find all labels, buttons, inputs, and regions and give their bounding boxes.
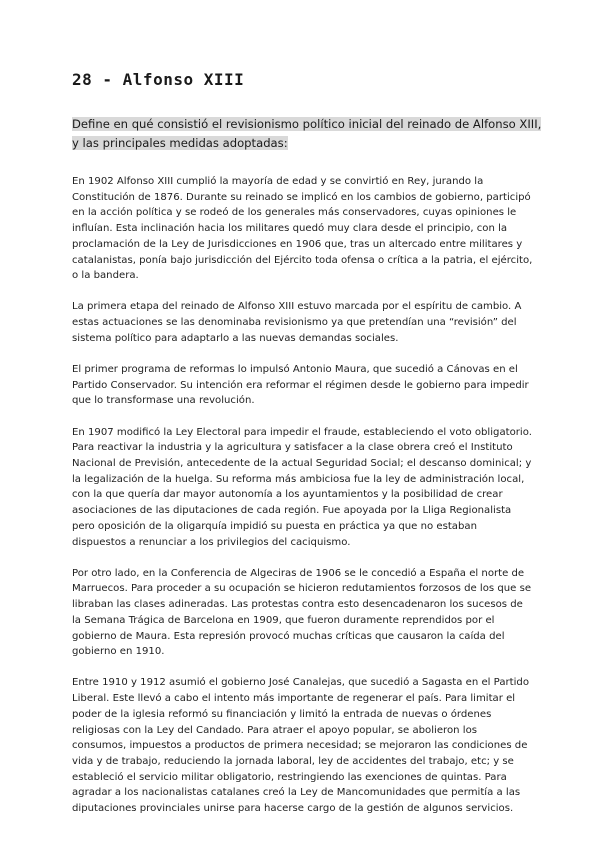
paragraph-1: En 1902 Alfonso XIII cumplió la mayoría de edad y se convirtió en Rey, jurando la Constitución de 1876. Durante su reinado se implicó en los cambios de gobierno, participó en la acción política y se rodeó de los generales más conservadores, cuyas opiniones le influían. Esta inclinación hacia los militares quedó muy clara desde el principio, con la proclamación de la Ley de Jurisdicciones en 1906 que, tras un altercado entre militares y catalanistas, ponía bajo jurisdicción del Ejército toda ofensa o crítica a la patria, el ejército, o la bandera. [72,176,533,282]
question-prompt [72,115,542,153]
paragraph-6: Entre 1910 y 1912 asumió el gobierno José Canalejas, que sucedió a Sagasta en el Partido Liberal. Este llevó a cabo el intento más importante de regenerar el país. Para limitar el poder de la iglesia reformó su financiación y limitó la entrada de nuevas o órdenes religiosas con la Ley del Candado. Para atraer el apoyo popular, se abolieron los consumos, impuestos a productos de primera necesidad; se mejoraron las condiciones de vida y de trabajo, reduciendo la jornada laboral, ley de accidentes del trabajo, etc; y se estableció el servicio militar obligatorio, restringiendo las exenciones de quintas. Para agradar a los nacionalistas catalanes creó la Ley de Mancomunidades que permitía a las diputaciones provinciales unirse para hacerse cargo de la gestión de algunos servicios. [72,677,529,815]
paragraph-3: El primer programa de reformas lo impulsó Antonio Maura, que sucedió a Cánovas en el Partido Conservador. Su intención era reformar el régimen desde le gobierno para impedir que lo transformase una revolución. [72,364,529,407]
answer-body [72,174,534,832]
paragraph-4: En 1907 modificó la Ley Electoral para impedir el fraude, estableciendo el voto obligatorio. Para reactivar la industria y la agricultura y satisfacer a la clase obrera creó el Instituto Nacional de Previsión, antecedente de la actual Seguridad Social; el descanso dominical; y la legalización de la huelga. Su reforma más ambiciosa fue la ley de administración local, con la que quería dar mayor autonomía a los ayuntamientos y la posibilidad de crear asociaciones de las diputaciones de cada región. Fue apoyada por la Lliga Regionalista pero oposición de la oligarquía impidió su puesta en práctica ya que no estaban dispuestos a renunciar a los privilegios del caciquismo. [72,426,532,548]
paragraph-2: La primera etapa del reinado de Alfonso XIII estuvo marcada por el espíritu de cambio. A estas actuaciones se las denominaba revisionismo ya que pretendían una “revisión” del sistema político para adaptarlo a las nuevas demandas sociales. [72,301,522,344]
question-highlight: Define en qué consistió el revisionismo político inicial del reinado de Alfonso XIII, y las principales medidas adoptadas: [72,117,542,150]
page-title: 28 - Alfonso XIII [72,70,245,89]
paragraph-5: Por otro lado, en la Conferencia de Algeciras de 1906 se le concedió a España el norte de Marruecos. Para proceder a su ocupación se hicieron redutamientos forzosos de los que se libraban las clases adineradas. Las protestas contra esto desencadenaron los sucesos de la Semana Trágica de Barcelona en 1909, que fueron duramente reprendidos por el gobierno de Maura. Esta represión provocó muchas críticas que causaron la caída del gobierno en 1910. [72,567,532,658]
